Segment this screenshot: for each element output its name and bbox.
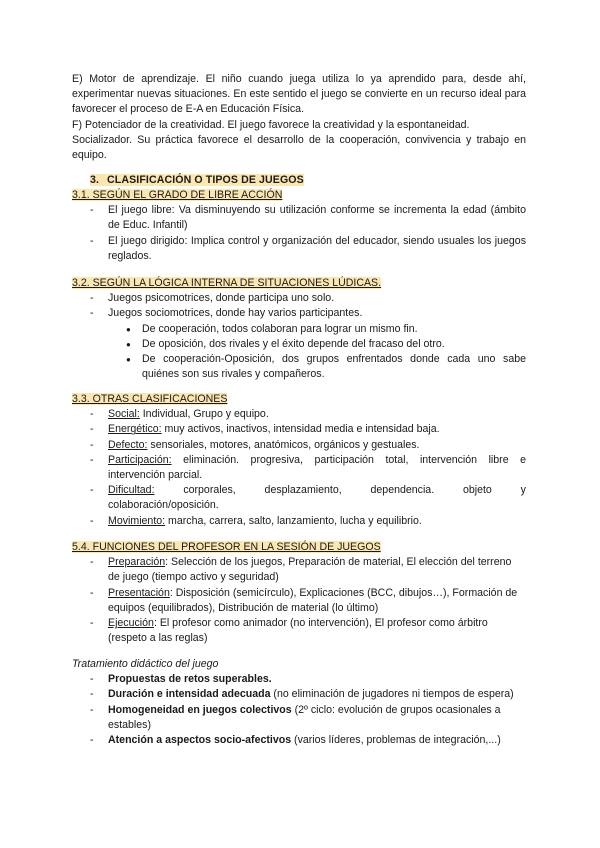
item-label: Social: — [108, 408, 140, 421]
dificultad-line2: colaboración/oposición. — [108, 499, 219, 512]
dificultad-word: objeto — [462, 484, 492, 497]
otras-clasificaciones-list — [72, 407, 526, 529]
libre-accion-list — [72, 203, 526, 264]
funciones-profesor-list — [72, 555, 526, 646]
subsection-3-3 — [72, 392, 526, 529]
section-3-title-text: CLASIFICACIÓN O TIPOS DE JUEGOS — [107, 174, 304, 186]
item-label: Energético: — [108, 423, 162, 436]
list-item — [72, 672, 526, 687]
section-5-4-heading: 5.4. FUNCIONES DEL PROFESOR EN LA SESIÓN DE JUEGOS — [72, 541, 381, 553]
item-label: Movimiento: — [108, 514, 166, 527]
item-text: : Selección de los juegos, Preparación de material, El elección del terreno de juego (tiempo activo y seguridad) — [108, 556, 512, 584]
list-item-dificultad — [72, 483, 526, 513]
list-item — [72, 703, 526, 733]
intro-block — [72, 72, 526, 163]
dificultad-word: desplazamiento, — [264, 484, 342, 497]
list-item — [72, 586, 526, 616]
dificultad-word: dependencia. — [370, 484, 435, 497]
list-item — [72, 422, 526, 437]
list-item — [72, 687, 526, 702]
section-5-4 — [72, 540, 526, 646]
sub-list-item: ● De cooperación, todos colaboran para lograr un mismo fin. — [72, 322, 526, 337]
paragraph-motor: E) Motor de aprendizaje. El niño cuando juega utiliza lo ya aprendido para, desde ahí, experimentar nuevas situaciones. En este sentido el juego se convierte en un recurso ideal para favorecer el proceso de E-A en Educación Física. — [72, 73, 526, 116]
sub-list-item: ● De oposición, dos rivales y el éxito depende del fracaso del otro. — [72, 337, 526, 352]
list-item — [72, 555, 526, 585]
dificultad-word: corporales, — [183, 484, 236, 497]
subsection-3-1 — [72, 188, 526, 264]
item-text: muy activos, inactivos, intensidad media e intensidad baja. — [161, 423, 440, 436]
item-bold: Duración e intensidad adecuada — [108, 688, 271, 701]
list-item — [72, 733, 526, 748]
sub-list-item: ● De cooperación-Oposición, dos grupos enfrentados donde cada uno sabe quiénes son sus rivales y compañeros. — [72, 352, 526, 382]
item-text: (varios líderes, problemas de integración,...) — [291, 734, 501, 747]
item-text: : Disposición (semicírculo), Explicaciones (BCC, dibujos…), Formación de equipos (equilibrados), Distribución de material (lo último) — [108, 586, 518, 614]
list-item: - Juegos sociomotrices, donde hay varios participantes. — [72, 306, 526, 321]
item-text: eliminación. progresiva, participación total, intervención libre e intervención parcial. — [108, 453, 526, 482]
item-label: Preparación — [108, 556, 166, 569]
section-3-title — [72, 173, 526, 188]
tratamiento-title: Tratamiento didáctico del juego — [72, 658, 219, 670]
logica-interna-list — [72, 291, 526, 321]
subsection-3-2 — [72, 276, 526, 382]
section-3-highlight — [90, 174, 304, 186]
item-text: sensoriales, motores, anatómicos, orgánicos y gestuales. — [147, 438, 420, 451]
item-bold: Homogeneidad en juegos colectivos — [108, 703, 292, 716]
tratamiento-list — [72, 672, 526, 748]
subsection-3-3-heading: 3.3. OTRAS CLASIFICACIONES — [72, 393, 228, 405]
sociomotrices-sublist — [72, 322, 526, 383]
subsection-3-2-heading: 3.2. SEGÚN LA LÓGICA INTERNA DE SITUACIONES LÚDICAS. — [72, 277, 382, 289]
item-label: Participación: — [108, 453, 172, 466]
list-item — [72, 407, 526, 422]
paragraph-potenciador: F) Potenciador de la creatividad. El juego favorece la creatividad y la espontaneidad. — [72, 118, 470, 131]
item-bold: Atención a aspectos socio-afectivos — [108, 734, 292, 747]
list-item: - El juego libre: Va disminuyendo su utilización conforme se incrementa la edad (ámbito de Educ. Infantil) — [72, 203, 526, 233]
paragraph-socializador: Socializador. Su práctica favorece el desarrollo de la cooperación, convivencia y trabajo en equipo. — [72, 133, 526, 162]
dificultad-word: y — [520, 484, 526, 497]
item-label: Presentación — [108, 586, 170, 599]
item-label: Defecto: — [108, 438, 148, 451]
item-text: (no eliminación de jugadores ni tiempos de espera) — [270, 688, 514, 701]
tratamiento-block — [72, 657, 526, 748]
item-text: marcha, carrera, salto, lanzamiento, lucha y equilibrio. — [165, 514, 422, 527]
item-text: Individual, Grupo y equipo. — [139, 408, 269, 421]
list-item — [72, 616, 526, 646]
list-item — [72, 438, 526, 453]
item-label: Ejecución — [108, 617, 154, 630]
list-item — [72, 453, 526, 483]
item-text: : El profesor como animador (no intervención), El profesor como árbitro (respeto a las reglas) — [108, 617, 488, 645]
section-3-number: 3. — [90, 174, 100, 186]
list-item — [72, 514, 526, 529]
list-item: - El juego dirigido: Implica control y organización del educador, siendo usuales los juegos reglados. — [72, 234, 526, 264]
list-item: - Juegos psicomotrices, donde participa uno solo. — [72, 291, 526, 306]
item-label: - Dificultad: — [108, 484, 155, 497]
item-text: (2º ciclo: evolución de grupos ocasionales a estables) — [108, 703, 501, 731]
subsection-3-1-heading: 3.1. SEGÚN EL GRADO DE LIBRE ACCIÓN — [72, 189, 283, 201]
item-bold: Propuestas de retos superables. — [108, 673, 272, 686]
